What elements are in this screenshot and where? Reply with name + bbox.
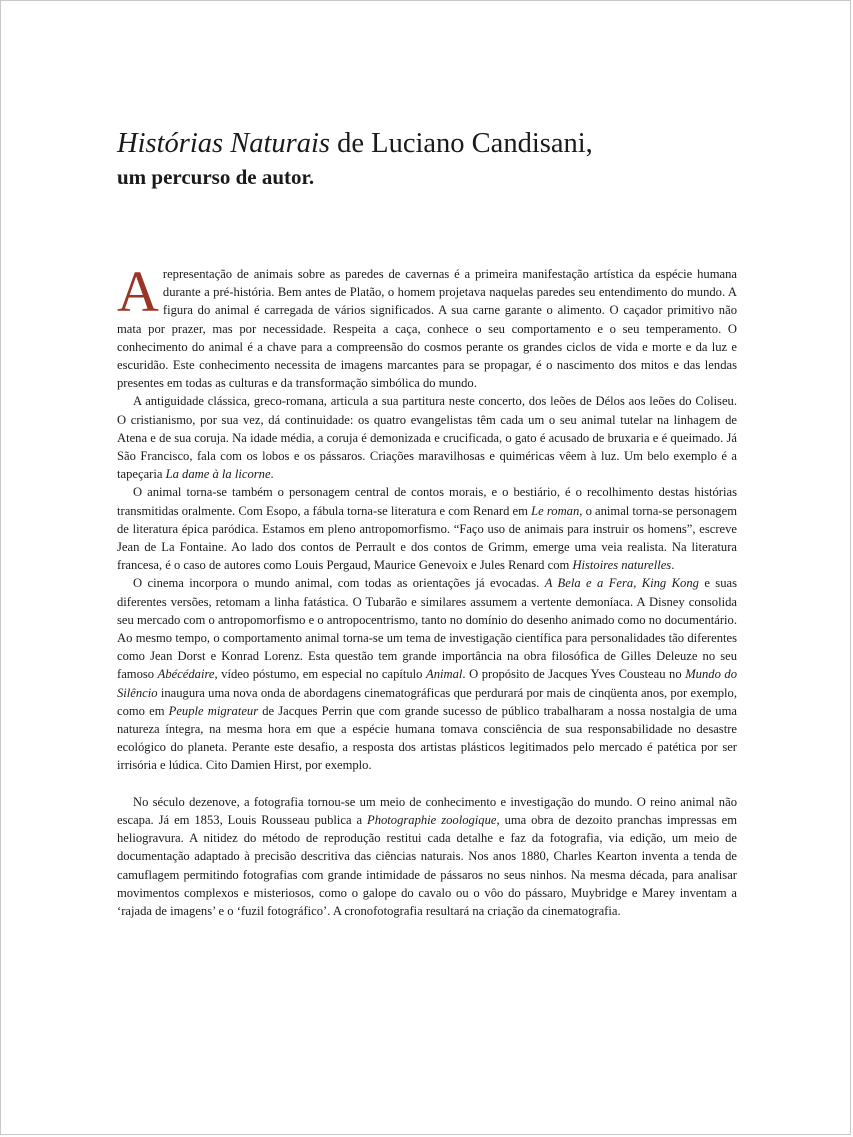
body-paragraph bbox=[117, 392, 737, 483]
text-run: A antiguidade clássica, greco-romana, articula a sua partitura neste concerto, dos leões de Délos aos leões do Coliseu. O cristianismo, por sua vez, dá continuidade: os quatro evangelistas têm cada um o seu animal tutelar na linhagem de Atena e de sua coruja. Na idade média, a coruja é demonizada e crucificada, o gato é acusado de bruxaria e é queimado. Já São Francisco, fala com os lobos e os pássaros. Criações maravilhosas e quiméricas vêem à luz. Um belo exemplo é a tapeçaria bbox=[117, 394, 737, 482]
page-title bbox=[117, 127, 593, 161]
body-paragraph bbox=[117, 259, 737, 392]
body-paragraph bbox=[117, 793, 737, 920]
body-paragraph bbox=[117, 483, 737, 574]
italic-text: Peuple migrateur bbox=[168, 703, 259, 718]
text-run: O cinema incorpora o mundo animal, com todas as orientações já evocadas. bbox=[133, 576, 545, 591]
italic-text: La dame à la licorne bbox=[165, 467, 271, 482]
page-subtitle: um percurso de autor. bbox=[117, 165, 315, 189]
text-run: . bbox=[270, 467, 274, 482]
body-paragraph bbox=[117, 574, 737, 774]
italic-text: Le roman bbox=[531, 503, 580, 518]
text-run: de Jacques Perrin que com grande sucesso de público trabalharam a nossa nostalgia de uma natureza íntegra, na mesma hora em que a espécie humana tomava consciência de sua responsabilidade no desastre ecológico do planeta. Perante este desafio, a resposta dos artistas plásticos legitimados pelo mercado é patética por ser irrisória e lúdica. Cito Damien Hirst, por exemplo. bbox=[117, 703, 737, 773]
text-run: representação de animais sobre as paredes de cavernas é a primeira manifestação artística da espécie humana durante a pré-história. Bem antes de Platão, o homem projetava naquelas paredes seu entendimento do mundo. A figura do animal é carregada de vários significados. A sua carne garante o alimento. O caçador primitivo não mata por prazer, mas por necessidade. Respeita a caça, conhece o seu comportamento e o seu temperamento. O conhecimento do animal é a chave para a compreensão do cosmos perante os grandes ciclos de vida e morte e da luz e escuridão. Este conhecimento necessita de imagens marcantes para se propagar, é o nascimento dos mitos e das lendas presentes em todas as culturas e da transformação simbólica do mundo. bbox=[117, 267, 737, 391]
title-rest: de Luciano Candisani, bbox=[330, 128, 593, 159]
text-run: , vídeo póstumo, em especial no capítulo bbox=[214, 667, 427, 682]
text-run: inaugura uma nova onda de abordagens cinematográficas que perdurará por mais de cinqüenta anos, por exemplo, como em bbox=[117, 685, 737, 718]
italic-text: Mundo do Silêncio bbox=[117, 667, 737, 700]
drop-cap: A bbox=[117, 259, 159, 324]
text-run: . bbox=[671, 558, 675, 573]
text-run: e suas diferentes versões, retomam a linha fatástica. O Tubarão e similares assumem a vertente demoníaca. A Disney consolida seu mercado com o antropomorfismo e o antropocentrismo, tanto no domínio do desenho animado como no documentário. Ao mesmo tempo, o comportamento animal torna-se um tema de investigação científica para personalidades tão diferentes como Jean Dorst e Konrad Lorenz. Esta questão tem grande importância na obra filosófica de Gilles Deleuze no seu famoso bbox=[117, 576, 737, 682]
italic-text: Abécédaire bbox=[157, 667, 215, 682]
italic-text: Histoires naturelles bbox=[572, 558, 672, 573]
text-run: . O propósito de Jacques Yves Cousteau no bbox=[462, 667, 686, 682]
text-run: O animal torna-se também o personagem central de contos morais, e o bestiário, é o recolhimento destas histórias transmitidas oralmente. Com Esopo, a fábula torna-se literatura e com Renard em bbox=[117, 485, 737, 518]
text-run: , uma obra de dezoito pranchas impressas em heliogravura. A nitidez do método de reprodução restitui cada detalhe e faz da fotografia, via edição, um meio de documentação adaptado à precisão descritiva das ciências naturais. Nos anos 1880, Charles Kearton inventa a tenda de camuflagem permitindo fotografias com grande intimidade de pássaros no seus ninhos. Na mesma década, para analisar movimentos complexos e misteriosos, como o galope do cavalo ou o vôo do pássaro, Muybridge e Marey inventam a ‘rajada de imagens’ e o ‘fuzil fotográfico’. A cronofotografia resultará na criação da cinematografia. bbox=[117, 813, 737, 919]
italic-text: Animal bbox=[426, 667, 463, 682]
italic-text: A Bela e a Fera, King Kong bbox=[544, 576, 699, 591]
text-run: , o animal torna-se personagem de literatura épica paródica. Estamos em pleno antropomorfismo. “Faço uso de animais para instruir os homens”, escreve Jean de La Fontaine. Ao lado dos contos de Perrault e dos contos de Grimm, emerge uma veia realista. Na literatura francesa, é o caso de autores como Louis Pergaud, Maurice Genevoix e Jules Renard com bbox=[117, 503, 737, 573]
italic-text: Photographie zoologique bbox=[367, 813, 497, 828]
title-italic: Histórias Naturais bbox=[117, 128, 331, 159]
article-body bbox=[117, 259, 737, 920]
text-run: No século dezenove, a fotografia tornou-se um meio de conhecimento e investigação do mundo. O reino animal não escapa. Já em 1853, Louis Rousseau publica a bbox=[117, 794, 737, 828]
